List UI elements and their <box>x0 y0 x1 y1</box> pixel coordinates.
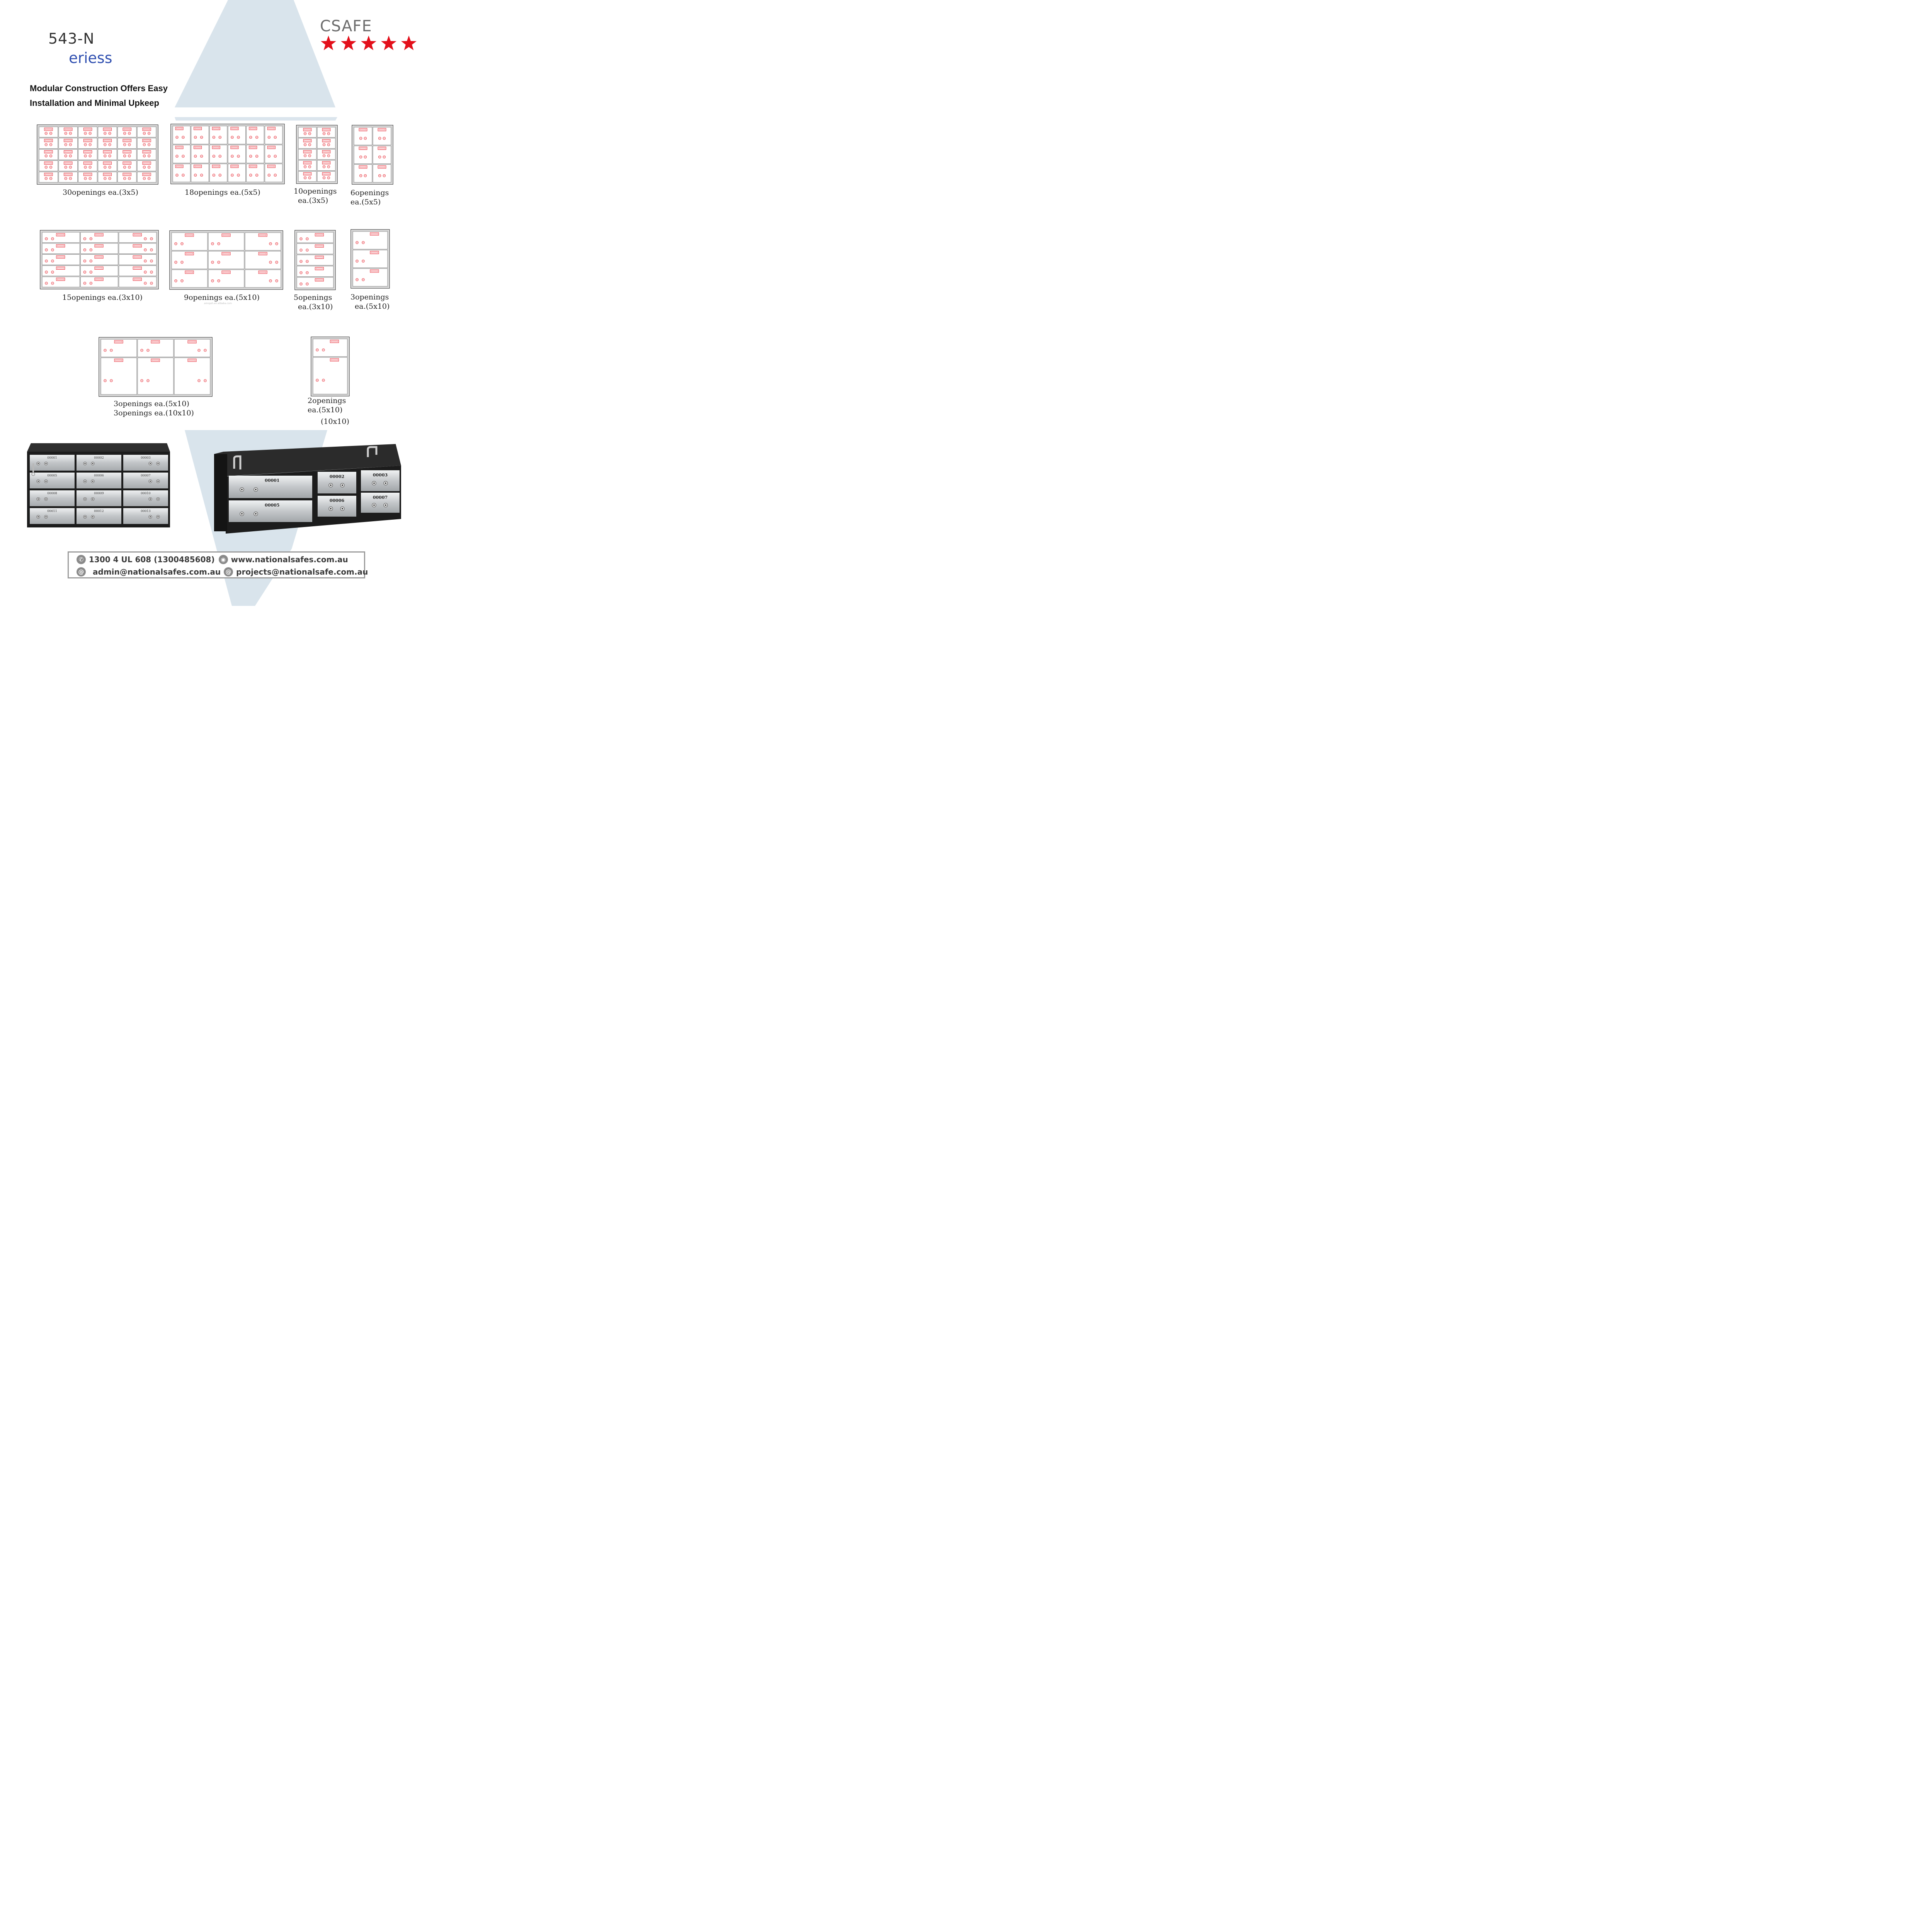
diagram-box <box>297 255 333 265</box>
projects-email-link[interactable]: projects@nationalsafe.com.au <box>236 567 368 577</box>
diagram-box <box>137 138 156 148</box>
diagram-box <box>354 127 372 145</box>
box-number: 00013 <box>141 509 151 513</box>
diagram-box <box>59 172 78 182</box>
diagram-box <box>298 138 316 149</box>
diagram-box <box>117 149 136 160</box>
diagram-box <box>117 127 136 137</box>
diagram-box <box>80 243 118 254</box>
diagram-box <box>101 339 137 357</box>
diagram-box <box>297 266 333 277</box>
box-number: 00006 <box>94 474 104 477</box>
diagram-box <box>228 126 246 144</box>
diagram-box <box>172 270 208 287</box>
diagram-box <box>354 146 372 163</box>
diagram-box <box>173 126 191 144</box>
phone-icon: ✆ <box>77 555 86 564</box>
diagram-box <box>209 145 227 163</box>
diagram-box <box>137 161 156 171</box>
diagram-box <box>173 145 191 163</box>
diagram-box <box>172 233 208 250</box>
diagram-10-openings <box>296 125 338 184</box>
diagram-box <box>174 339 210 357</box>
diagram-box <box>119 255 156 265</box>
box-number: 00008 <box>47 492 57 495</box>
diagram-box <box>78 172 97 182</box>
diagram-box <box>137 149 156 160</box>
diagram-box <box>78 161 97 171</box>
diagram-box <box>191 164 209 182</box>
diagram-box <box>80 255 118 265</box>
rating-stars <box>319 35 418 53</box>
photo-box-door <box>229 476 312 498</box>
photo-box-door <box>30 508 75 524</box>
diagram-box <box>265 145 282 163</box>
diagram-box <box>39 127 58 137</box>
box-number: 00007 <box>141 474 151 477</box>
diagram-box <box>245 270 281 287</box>
caption-15-openings: 15openings ea.(3x10) <box>62 293 143 302</box>
diagram-box <box>59 149 78 160</box>
diagram-box <box>98 172 117 182</box>
diagram-box <box>247 145 264 163</box>
diagram-box <box>80 232 118 243</box>
photo-box-door <box>318 472 356 493</box>
diagram-box <box>42 243 80 254</box>
box-number: 00003 <box>141 456 151 459</box>
diagram-box <box>78 127 97 137</box>
diagram-box <box>313 339 347 357</box>
diagram-box <box>247 164 264 182</box>
box-number: 00002 <box>329 474 345 479</box>
star-icon <box>361 36 376 50</box>
diagram-box <box>98 161 117 171</box>
diagram-box <box>208 270 244 287</box>
caption-6-openings: 6openings ea.(5x5) <box>350 189 389 206</box>
diagram-box <box>313 357 347 394</box>
diagram-box <box>317 160 335 171</box>
diagram-box <box>39 172 58 182</box>
diagram-box <box>39 161 58 171</box>
diagram-box <box>119 265 156 276</box>
diagram-18-openings <box>170 124 285 184</box>
box-number: 00005 <box>47 474 57 477</box>
photo-box-door <box>77 455 121 471</box>
diagram-box <box>59 161 78 171</box>
caption-5-openings: 5openings ea.(3x10) <box>294 293 333 311</box>
diagram-box <box>42 277 80 287</box>
photo-box-door <box>77 490 121 506</box>
diagram-box <box>191 145 209 163</box>
diagram-box <box>137 172 156 182</box>
diagram-box <box>209 126 227 144</box>
diagram-box <box>373 127 391 145</box>
phone-number[interactable]: 1300 4 UL 608 (1300485608) <box>89 555 215 564</box>
photo-box-door <box>123 473 168 488</box>
diagram-box <box>373 165 391 182</box>
star-icon <box>381 36 396 50</box>
diagram-box <box>138 339 173 357</box>
diagram-box <box>298 127 316 138</box>
diagram-box <box>297 243 333 254</box>
diagram-box <box>59 138 78 148</box>
diagram-3-openings <box>350 229 390 289</box>
caption-30-openings: 30openings ea.(3x5) <box>63 188 138 197</box>
diagram-box <box>317 127 335 138</box>
diagram-box <box>373 146 391 163</box>
diagram-box <box>353 231 388 249</box>
series-name: eriess <box>69 49 112 66</box>
contact-row-2 <box>77 567 368 577</box>
caption-3-and-3-openings: 3openings ea.(5x10) 3openings ea.(10x10) <box>114 400 194 417</box>
website-link[interactable]: www.nationalsafes.com.au <box>231 555 348 564</box>
photo-box-door <box>123 455 168 471</box>
photo-cabinet-12-boxes <box>27 443 170 527</box>
photo-box-door <box>77 473 121 488</box>
brand-name: CSAFE <box>320 17 372 35</box>
contact-box <box>68 551 368 578</box>
diagram-box <box>228 145 246 163</box>
diagram-box <box>174 358 210 395</box>
headline-line-1: Modular Construction Offers Easy <box>30 83 168 93</box>
headline <box>30 81 168 111</box>
diagram-box <box>98 138 117 148</box>
star-icon <box>321 36 336 50</box>
diagram-box <box>208 233 244 250</box>
diagram-9-openings <box>169 230 283 290</box>
admin-email-link[interactable]: admin@nationalsafes.com.au <box>93 567 221 577</box>
diagram-box <box>117 138 136 148</box>
diagram-box <box>80 265 118 276</box>
diagram-box <box>137 127 156 137</box>
diagram-box <box>265 164 282 182</box>
diagram-box <box>119 277 156 287</box>
model-number: 543-N <box>48 30 95 47</box>
diagram-3-and-3-openings <box>99 337 213 397</box>
diagram-2-openings <box>311 337 350 396</box>
diagram-box <box>298 149 316 160</box>
box-number: 00011 <box>47 509 57 513</box>
photo-cabinet-6-boxes <box>214 442 401 534</box>
diagram-box <box>317 171 335 182</box>
box-number: 00001 <box>265 478 280 483</box>
diagram-box <box>317 138 335 149</box>
diagram-box <box>80 277 118 287</box>
photo-box-door <box>229 500 312 522</box>
diagram-box <box>228 164 246 182</box>
diagram-box <box>39 138 58 148</box>
caption-18-openings: 18openings ea.(5x5) <box>185 188 260 197</box>
diagram-box <box>42 265 80 276</box>
diagram-box <box>172 251 208 269</box>
photo-box-door <box>123 508 168 524</box>
globe-icon: ◉ <box>219 555 228 564</box>
caption-3-openings: 3openings ea.(5x10) <box>350 293 390 311</box>
page <box>0 0 428 606</box>
diagram-box <box>354 165 372 182</box>
diagram-box <box>39 149 58 160</box>
diagram-15-openings <box>40 230 159 289</box>
star-icon <box>341 36 356 50</box>
headline-line-2: Installation and Minimal Upkeep <box>30 98 159 108</box>
diagram-box <box>98 149 117 160</box>
caption-2-openings: 2openings ea.(5x10) (10x10) <box>308 396 349 426</box>
box-number: 00002 <box>94 456 104 459</box>
photo-box-door <box>30 490 75 506</box>
box-number: 00003 <box>373 473 388 478</box>
diagram-box <box>173 164 191 182</box>
diagram-box <box>298 160 316 171</box>
at-icon: @ <box>77 567 86 577</box>
diagram-box <box>298 171 316 182</box>
photo-box-door <box>123 490 168 506</box>
diagram-5-openings <box>294 230 336 290</box>
box-number: 00009 <box>94 492 104 495</box>
diagram-box <box>208 251 244 269</box>
diagram-box <box>247 126 264 144</box>
diagram-box <box>42 232 80 243</box>
diagram-box <box>42 255 80 265</box>
box-number: 00012 <box>94 509 104 513</box>
photo-box-door <box>318 496 356 517</box>
diagram-box <box>78 138 97 148</box>
diagram-box <box>117 161 136 171</box>
diagram-box <box>101 358 137 395</box>
diagram-box <box>59 127 78 137</box>
diagram-box <box>78 149 97 160</box>
box-number: 00006 <box>329 498 345 503</box>
diagram-box <box>119 232 156 243</box>
diagram-box <box>245 233 281 250</box>
photo-box-door <box>361 493 400 513</box>
diagram-box <box>245 251 281 269</box>
box-number: 00001 <box>47 456 57 459</box>
box-number: 00007 <box>373 495 388 500</box>
caption-10-openings: 10openings ea.(3x5) <box>294 187 337 205</box>
diagram-box <box>119 243 156 254</box>
diagram-box <box>117 172 136 182</box>
photo-box-door <box>30 455 75 471</box>
diagram-box <box>191 126 209 144</box>
diagram-box <box>138 358 173 395</box>
contact-row-1 <box>77 555 348 564</box>
diagram-box <box>265 126 282 144</box>
diagram-box <box>297 232 333 243</box>
diagram-box <box>209 164 227 182</box>
diagram-6-openings <box>352 125 393 185</box>
diagram-box <box>353 269 388 286</box>
box-number: 00005 <box>265 503 280 508</box>
at-icon: @ <box>224 567 233 577</box>
diagram-box <box>317 149 335 160</box>
photo-box-door <box>77 508 121 524</box>
caption-9-openings: 9openings ea.(5x10) <box>184 293 260 302</box>
photo-box-door <box>30 473 75 488</box>
diagram-box <box>297 277 333 288</box>
watermark-text: amopsh.en.alibaba.com <box>204 302 232 305</box>
photo-box-door <box>361 470 400 491</box>
diagram-30-openings <box>37 124 158 185</box>
diagram-box <box>98 127 117 137</box>
star-icon <box>401 36 417 50</box>
diagram-box <box>353 250 388 268</box>
box-number: 00010 <box>141 492 151 495</box>
